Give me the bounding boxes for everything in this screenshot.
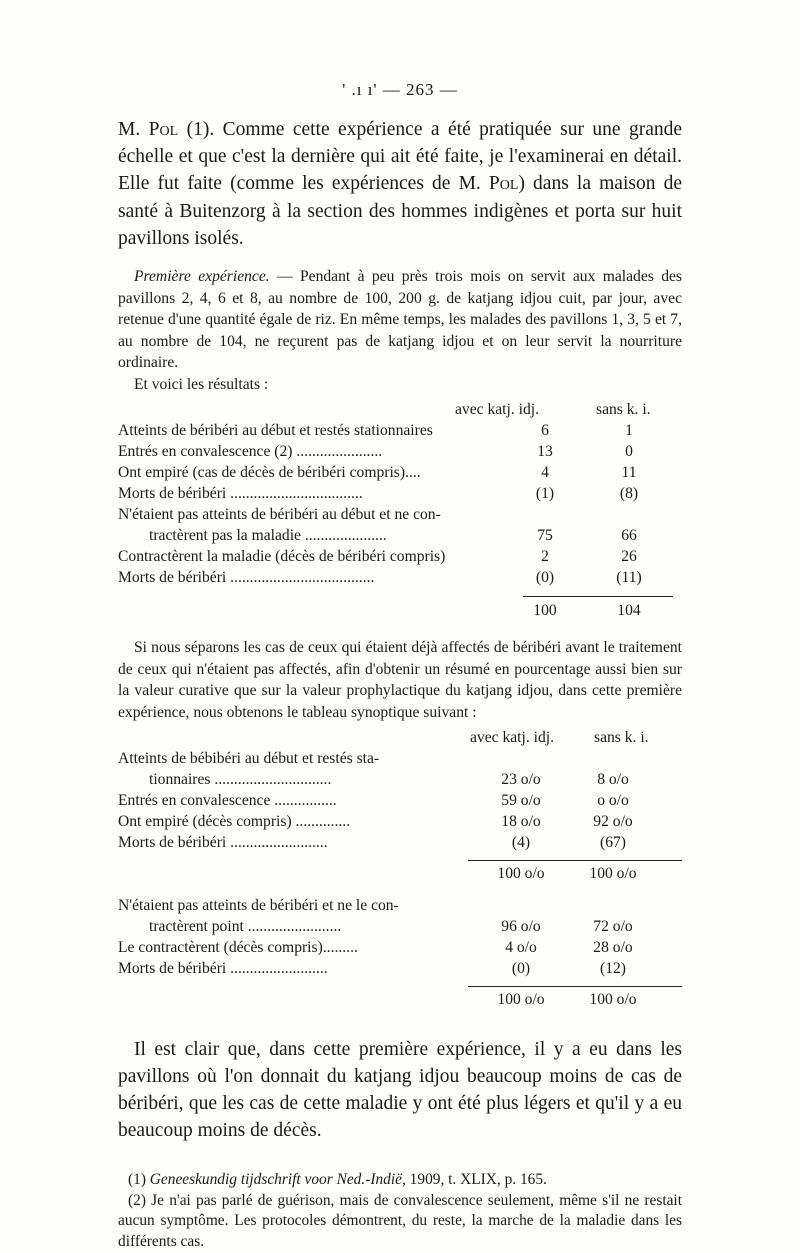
- table2-g2-row-label: N'étaient pas atteints de béribéri et ne le con-: [118, 897, 399, 915]
- table1-row: [118, 464, 682, 485]
- table1-cell-b: 66: [621, 527, 637, 545]
- table1-row: [118, 485, 682, 506]
- table1-cell-b: 11: [621, 464, 637, 482]
- table2-g2-cell-b: 28 o/o: [593, 939, 633, 957]
- experiment-title: Première expérience.: [134, 268, 270, 286]
- table2-rule-2: [468, 986, 682, 987]
- table2-g2-row: [118, 939, 682, 960]
- footnote-ref: (1).: [186, 119, 215, 140]
- table2-total1-a: 100 o/o: [497, 865, 545, 883]
- table2-g1-cell-b: (67): [600, 834, 626, 852]
- table1-total-rule: [523, 596, 673, 597]
- page-content: [118, 80, 682, 1252]
- intro-paragraph: [118, 116, 682, 252]
- table2-g1-row: [118, 834, 682, 855]
- table1-cell-a: (0): [535, 569, 555, 587]
- table1-row: [118, 422, 682, 443]
- table2-g1-cell-b: o o/o: [597, 792, 629, 810]
- table2-g2-cell-b: (12): [600, 960, 626, 978]
- experiment-text: — Pendant à peu près trois mois on servit aux malades des pavillons 2, 4, 6 et 8, au nombre de 100, 200 g. de katjang idjou cuit, par jour, avec retenue d'une quantité égale de riz. En même temps, les malades des pavillons 1, 3, 5 et 7, au nombre de 104, ne reçurent pas de katjang idjou et on leur servit la nourriture ordinaire.: [118, 268, 682, 372]
- table2-g1-cell-a: 59 o/o: [501, 792, 541, 810]
- table1-col-header-b: sans k. i.: [596, 401, 651, 419]
- table2-g2-cell-a: 4 o/o: [505, 939, 537, 957]
- footnote-1: [118, 1170, 682, 1191]
- table2-g2-cell-b: 72 o/o: [593, 918, 633, 936]
- table2-g1-row-label: Morts de béribéri .........................: [118, 834, 328, 852]
- footnotes: [118, 1170, 682, 1252]
- table2-g1-cell-a: (4): [511, 834, 531, 852]
- table1-row-label: Ont empiré (cas de décès de béribéri compris)....: [118, 464, 421, 482]
- table2-total2-b: 100 o/o: [589, 991, 637, 1009]
- table2-total2-a: 100 o/o: [497, 991, 545, 1009]
- table2-g1-cell-b: 92 o/o: [593, 813, 633, 831]
- table2-g2-row: [118, 897, 682, 918]
- footnote-1-mark: (1): [128, 1171, 150, 1189]
- table2-g1-row: [118, 750, 682, 771]
- table1-cell-a: 6: [541, 422, 549, 440]
- paragraph-synoptic: Si nous séparons les cas de ceux qui étaient déjà affectés de béribéri avant le traitement de ceux qui n'étaient pas affectés, afin d'obtenir un résumé en pourcentage aussi bien sur la valeur curative que sur la valeur prophylactique du katjang idjou, dans cette première expérience, nous obtenons le tableau synoptique suivant :: [118, 639, 682, 721]
- table1-total-b: 104: [617, 602, 641, 620]
- table1-row: [118, 548, 682, 569]
- table1-row: [118, 506, 682, 527]
- table2-header: [118, 729, 682, 750]
- intro-text: Comme cette expérience a été pratiquée sur une grande échelle et que c'est la dernière qui ait été faite, je l'examinerai en détail. Elle fut faite (comme les expériences de M.: [118, 119, 683, 195]
- table1-row: [118, 443, 682, 464]
- table2-g1-row: [118, 813, 682, 834]
- table1-row-label: Atteints de béribéri au début et restés stationnaires: [118, 422, 433, 440]
- table2-g1-cell-a: 23 o/o: [501, 771, 541, 789]
- footnote-2: (2) Je n'ai pas parlé de guérison, mais de convalescence seulement, même s'il ne restait aucun symptôme. Les protocoles démontrent, du reste, la marche de la maladie dans les différents cas.: [118, 1191, 682, 1250]
- table2-totals-row-2: [118, 991, 682, 1012]
- table1-col-header-a: avec katj. idj.: [455, 401, 539, 419]
- results-table-2: [118, 729, 682, 1012]
- table1-row-label: tractèrent pas la maladie .....................: [149, 527, 387, 545]
- page-number: ' .ı ı' — 263 —: [342, 80, 458, 99]
- table1-header: [118, 401, 682, 422]
- conclusion-paragraph: Il est clair que, dans cette première expérience, il y a eu dans les pavillons où l'on donnait du katjang idjou beaucoup moins de cas de béribéri, que les cas de cette maladie y ont été plus légers et qu'il y a eu beaucoup moins de décès.: [118, 1039, 682, 1142]
- table1-totals-row: [118, 602, 682, 623]
- intro-text-2: ) dans la maison de santé à Buitenzorg à la section des hommes indigènes et porta sur huit pavillons isolés.: [118, 173, 682, 249]
- table1-row-label: Entrés en convalescence (2) ......................: [118, 443, 383, 461]
- table2-g2-cell-a: 96 o/o: [501, 918, 541, 936]
- footnote-1-title: Geneeskundig tijdschrift voor Ned.-Indië,: [149, 1171, 406, 1189]
- table2-g1-row-label: Ont empiré (décès compris) ..............: [118, 813, 351, 831]
- table2-g1-row-label: Atteints de bébibéri au début et restés sta-: [118, 750, 380, 768]
- table2-g1-row-label: tionnaires ..............................: [149, 771, 332, 789]
- table1-cell-a: 13: [537, 443, 553, 461]
- table2-col-header-a: avec katj. idj.: [470, 729, 554, 747]
- table1-cell-a: 75: [537, 527, 553, 545]
- table1-row-label: Contractèrent la maladie (décès de béribéri compris): [118, 548, 446, 566]
- table1-row: [118, 527, 682, 548]
- table2-g2-row-label: Le contractèrent (décès compris).........: [118, 939, 358, 957]
- table1-row-label: Morts de béribéri ..................................: [118, 485, 363, 503]
- table1-cell-b: 0: [625, 443, 633, 461]
- results-intro: Et voici les résultats :: [134, 375, 269, 393]
- table2-g2-row: [118, 918, 682, 939]
- table1-row-label: N'étaient pas atteints de béribéri au début et ne con-: [118, 506, 441, 524]
- table1-row-label: Morts de béribéri .....................................: [118, 569, 375, 587]
- table2-g2-row-label: tractèrent point ........................: [149, 918, 342, 936]
- table2-g1-cell-b: 8 o/o: [597, 771, 629, 789]
- table1-cell-a: 2: [541, 548, 549, 566]
- footnote-1-rest: 1909, t. XLIX, p. 165.: [405, 1171, 547, 1189]
- table2-g2-cell-a: (0): [511, 960, 531, 978]
- table2-rule-1: [468, 860, 682, 861]
- table2-g1-row-label: Entrés en convalescence ................: [118, 792, 337, 810]
- table2-total1-b: 100 o/o: [589, 865, 637, 883]
- table1-cell-b: 26: [621, 548, 637, 566]
- table1-cell-b: (11): [616, 569, 642, 587]
- table1-cell-b: 1: [625, 422, 633, 440]
- author-name: M. Pol: [118, 119, 179, 140]
- table2-totals-row-1: [118, 865, 682, 886]
- experiment-paragraph: [118, 266, 682, 374]
- results-table-1: [118, 401, 682, 623]
- table2-g1-row: [118, 771, 682, 792]
- table1-total-a: 100: [533, 602, 557, 620]
- table1-cell-a: 4: [541, 464, 549, 482]
- table1-cell-b: (8): [619, 485, 639, 503]
- author-name-2: Pol: [488, 173, 519, 195]
- table2-g1-cell-a: 18 o/o: [501, 813, 541, 831]
- table2-g2-row-label: Morts de béribéri .........................: [118, 960, 328, 978]
- table2-g1-row: [118, 792, 682, 813]
- table2-col-header-b: sans k. i.: [594, 729, 649, 747]
- table1-row: [118, 569, 682, 590]
- table2-g2-row: [118, 960, 682, 981]
- table1-cell-a: (1): [535, 485, 555, 503]
